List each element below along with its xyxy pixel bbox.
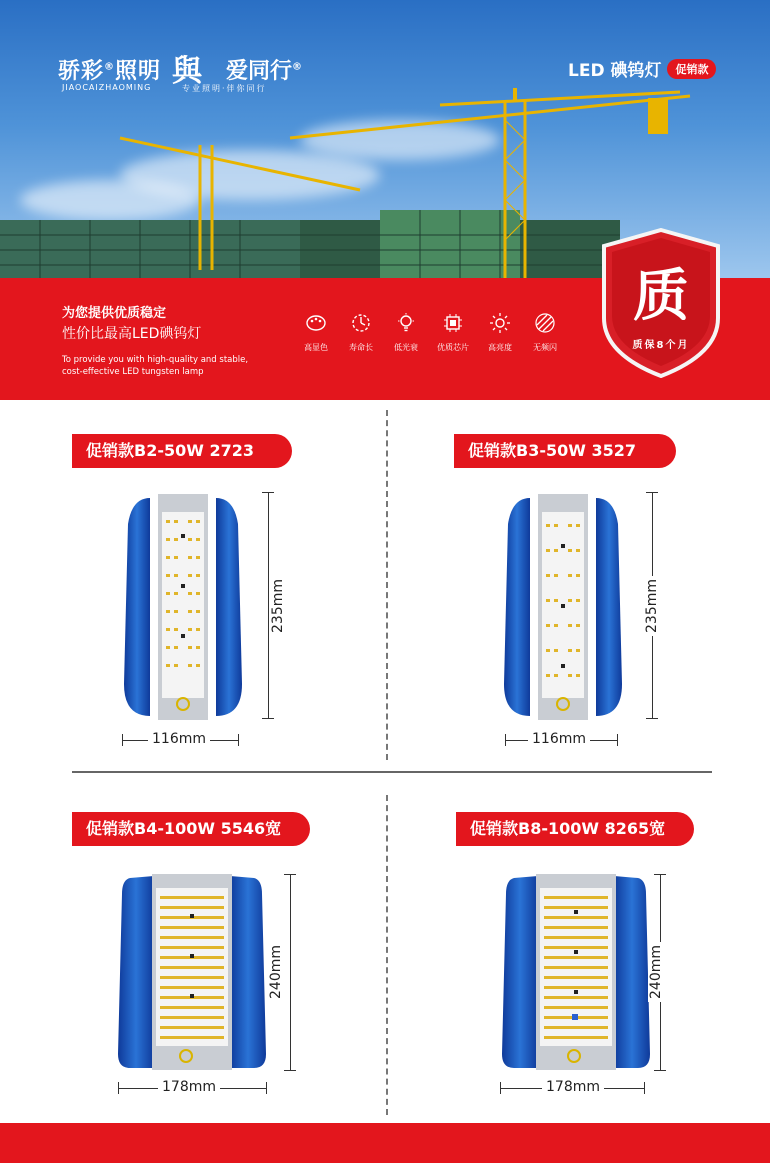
- chip-icon: [442, 312, 464, 334]
- brand-slogan: 专业照明·伴你同行: [182, 84, 267, 93]
- width-dimension: 178mm: [542, 1079, 604, 1095]
- dimension-tick: [646, 718, 658, 719]
- lamp-b2-image: [122, 494, 244, 720]
- feature-item: [515, 312, 575, 353]
- product-label-b2: 促销款B2-50W 2723: [72, 434, 292, 468]
- hero-banner: [0, 0, 770, 400]
- feature-label: 寿命长: [349, 343, 373, 352]
- row-divider: [72, 771, 712, 773]
- band-line-2: 性价比最高LED碘钨灯: [62, 326, 202, 342]
- dimension-tick: [238, 734, 239, 746]
- lamp-b8-image: [500, 874, 652, 1070]
- stripes-icon: [534, 312, 556, 334]
- dimension-tick: [505, 734, 506, 746]
- feature-label: 优质芯片: [437, 343, 469, 352]
- lamp-b3-image: [502, 494, 624, 720]
- dimension-tick: [266, 1082, 267, 1094]
- brand-name-text: 爱同行: [226, 59, 293, 84]
- dimension-tick: [262, 492, 274, 493]
- dimension-tick: [654, 1070, 666, 1071]
- bulb-icon: [395, 312, 417, 334]
- height-dimension-line: [268, 492, 269, 718]
- height-dimension-line: [290, 874, 291, 1070]
- feature-label: 低光衰: [394, 343, 418, 352]
- registered-mark: ®: [104, 61, 116, 73]
- lamp-b4-image: [116, 874, 268, 1070]
- dimension-tick: [284, 874, 296, 875]
- band-line-1: 为您提供优质稳定: [62, 306, 167, 321]
- sun-icon: [489, 312, 511, 334]
- dimension-tick: [118, 1082, 119, 1094]
- brand-connector: 與: [172, 54, 202, 89]
- brand-name-right: [226, 54, 302, 85]
- dimension-tick: [646, 492, 658, 493]
- brand-name-text: 骄彩: [58, 59, 105, 84]
- column-divider: [386, 410, 388, 760]
- dimension-tick: [500, 1082, 501, 1094]
- product-title: LED 碘钨灯: [568, 61, 662, 81]
- brand-name-left: [58, 54, 161, 85]
- warranty-text: 质保8个月: [632, 340, 690, 351]
- clock-icon: [350, 312, 372, 334]
- product-label-b3: 促销款B3-50W 3527: [454, 434, 676, 468]
- height-dimension: 235mm: [270, 576, 286, 636]
- product-label-b4: 促销款B4-100W 5546宽: [72, 812, 310, 846]
- height-dimension: 235mm: [644, 576, 660, 636]
- quality-char: 质: [633, 263, 689, 329]
- feature-label: 无频闪: [533, 343, 557, 352]
- brand-pinyin: JIAOCAIZHAOMING: [62, 83, 152, 92]
- palette-icon: [305, 312, 327, 334]
- dimension-tick: [617, 734, 618, 746]
- dimension-tick: [122, 734, 123, 746]
- feature-label: 高亮度: [488, 343, 512, 352]
- column-divider: [386, 795, 388, 1115]
- dimension-tick: [284, 1070, 296, 1071]
- product-label-b8: 促销款B8-100W 8265宽: [456, 812, 694, 846]
- dimension-tick: [654, 874, 666, 875]
- dimension-tick: [644, 1082, 645, 1094]
- band-english: To provide you with high-quality and stable, cost-effective LED tungsten lamp: [62, 355, 249, 377]
- registered-mark: ®: [292, 61, 303, 73]
- product-header: [568, 56, 716, 81]
- width-dimension: 116mm: [528, 731, 590, 747]
- width-dimension: 116mm: [148, 731, 210, 747]
- height-dimension: 240mm: [648, 942, 664, 1002]
- promo-badge: 促销款: [667, 59, 716, 79]
- feature-label: 高显色: [304, 343, 328, 352]
- brand-name-text: 照明: [115, 59, 162, 84]
- height-dimension: 240mm: [268, 942, 284, 1002]
- width-dimension: 178mm: [158, 1079, 220, 1095]
- footer-band: [0, 1123, 770, 1163]
- dimension-tick: [262, 718, 274, 719]
